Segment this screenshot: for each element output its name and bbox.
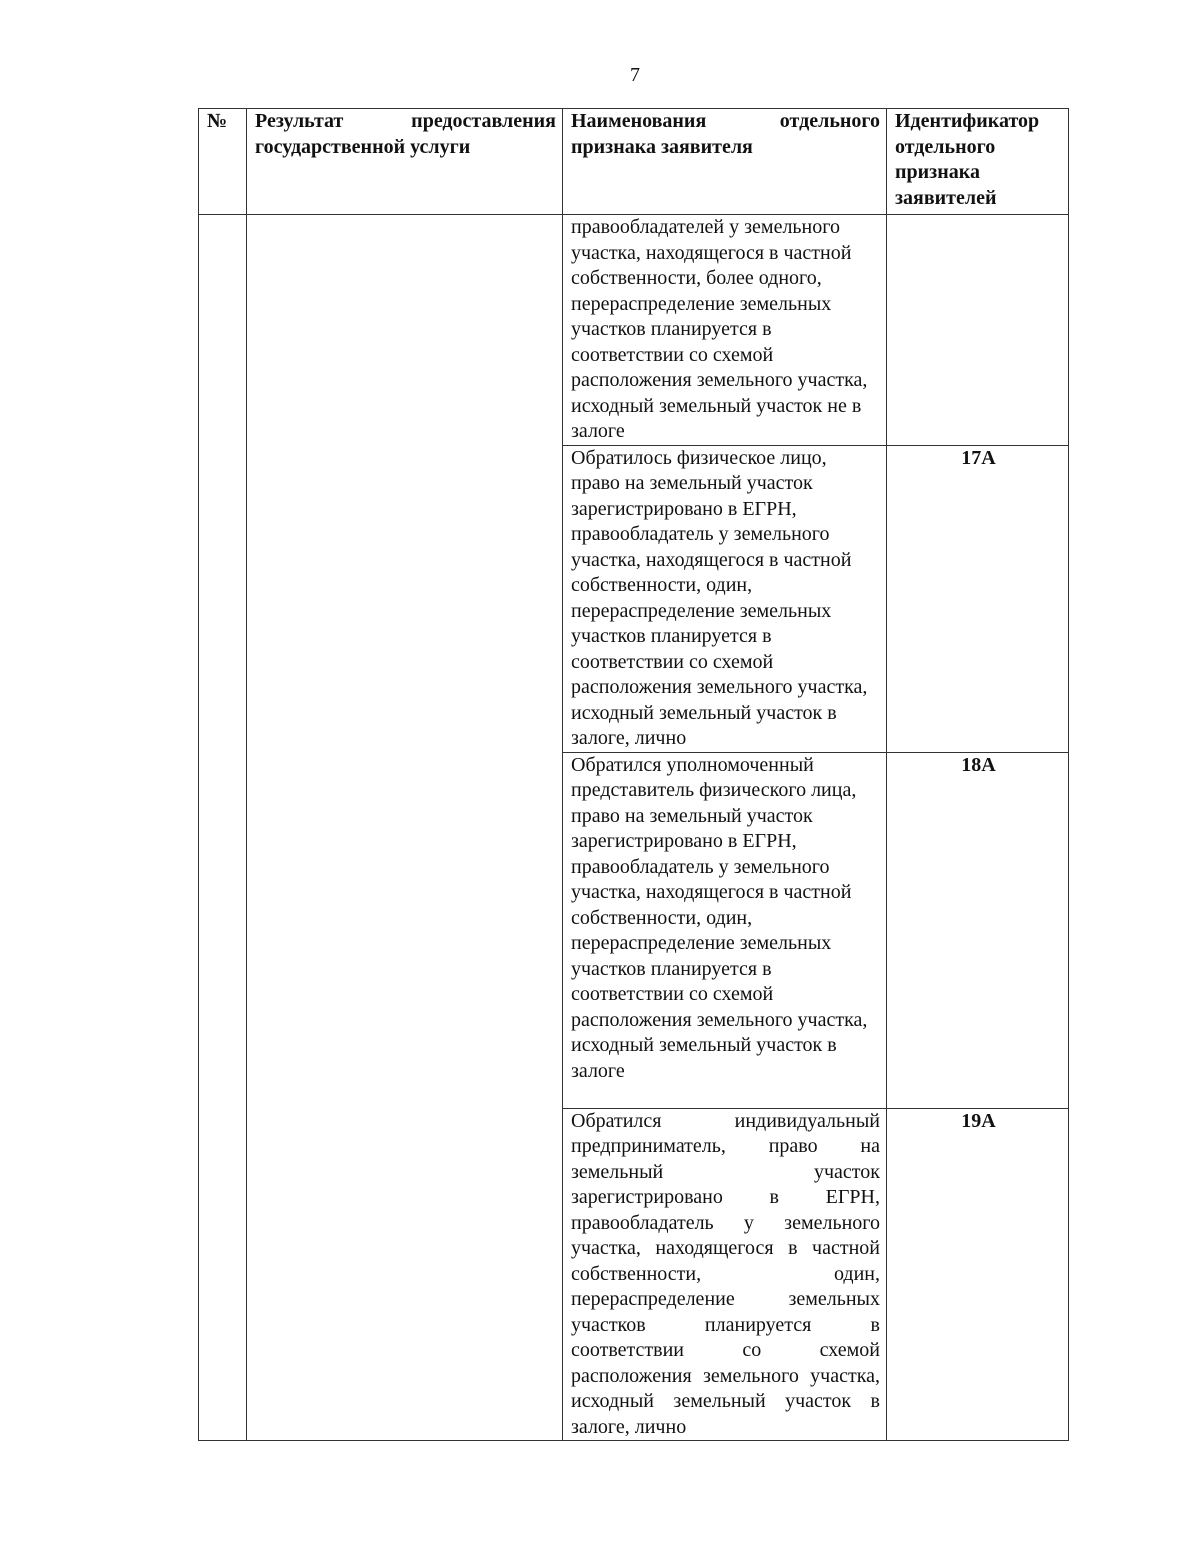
feature-name-cell: правообладателей у земельного участка, находящегося в частной собственности, более одного, перераспределение земельных участков планируется в соответствии со схемой расположения земельного участка, исходный земельный участок не в залоге (563, 215, 887, 446)
identifier-cell: 17А (887, 445, 1069, 752)
feature-name-cell: Обратился уполномоченный представитель физического лица, право на земельный участок зарегистрировано в ЕГРН, правообладатель у земельного участка, находящегося в частной собственности, один, перераспределение земельных участков планируется в соответствии со схемой расположения земельного участка, исходный земельный участок в залоге (563, 752, 887, 1108)
header-number: № (199, 109, 247, 215)
number-cell (199, 215, 247, 1441)
feature-name-cell: Обратился индивидуальный предприниматель, право на земельный участок зарегистрировано в ЕГРН, правообладатель у земельного участка, находящегося в частной собственности, один, перераспределение земельных участков планируется в соответствии со схемой расположения земельного участка, исходный земельный участок в залоге, лично (563, 1108, 887, 1441)
table-header-row (199, 109, 1069, 215)
header-result-line1: Результат предоставления (255, 110, 556, 132)
table-row (199, 215, 1069, 446)
identifier-cell: 19А (887, 1108, 1069, 1441)
header-feature-name (563, 109, 887, 215)
header-result-line2: государственной услуги (255, 135, 471, 158)
header-feature-name-line2: признака заявителя (571, 135, 753, 158)
identifier-cell: 18А (887, 752, 1069, 1108)
header-feature-name-line1: Наименования отдельного (571, 110, 880, 132)
result-cell (247, 215, 563, 1441)
feature-name-cell: Обратилось физическое лицо, право на земельный участок зарегистрировано в ЕГРН, правообладатель у земельного участка, находящегося в частной собственности, один, перераспределение земельных участков планируется в соответствии со схемой расположения земельного участка, исходный земельный участок в залоге, лично (563, 445, 887, 752)
header-identifier: Идентификатор отдельного признака заявителей (887, 109, 1069, 215)
applicant-features-table (198, 108, 1069, 1441)
header-result (247, 109, 563, 215)
page-number: 7 (630, 64, 640, 86)
identifier-cell (887, 215, 1069, 446)
